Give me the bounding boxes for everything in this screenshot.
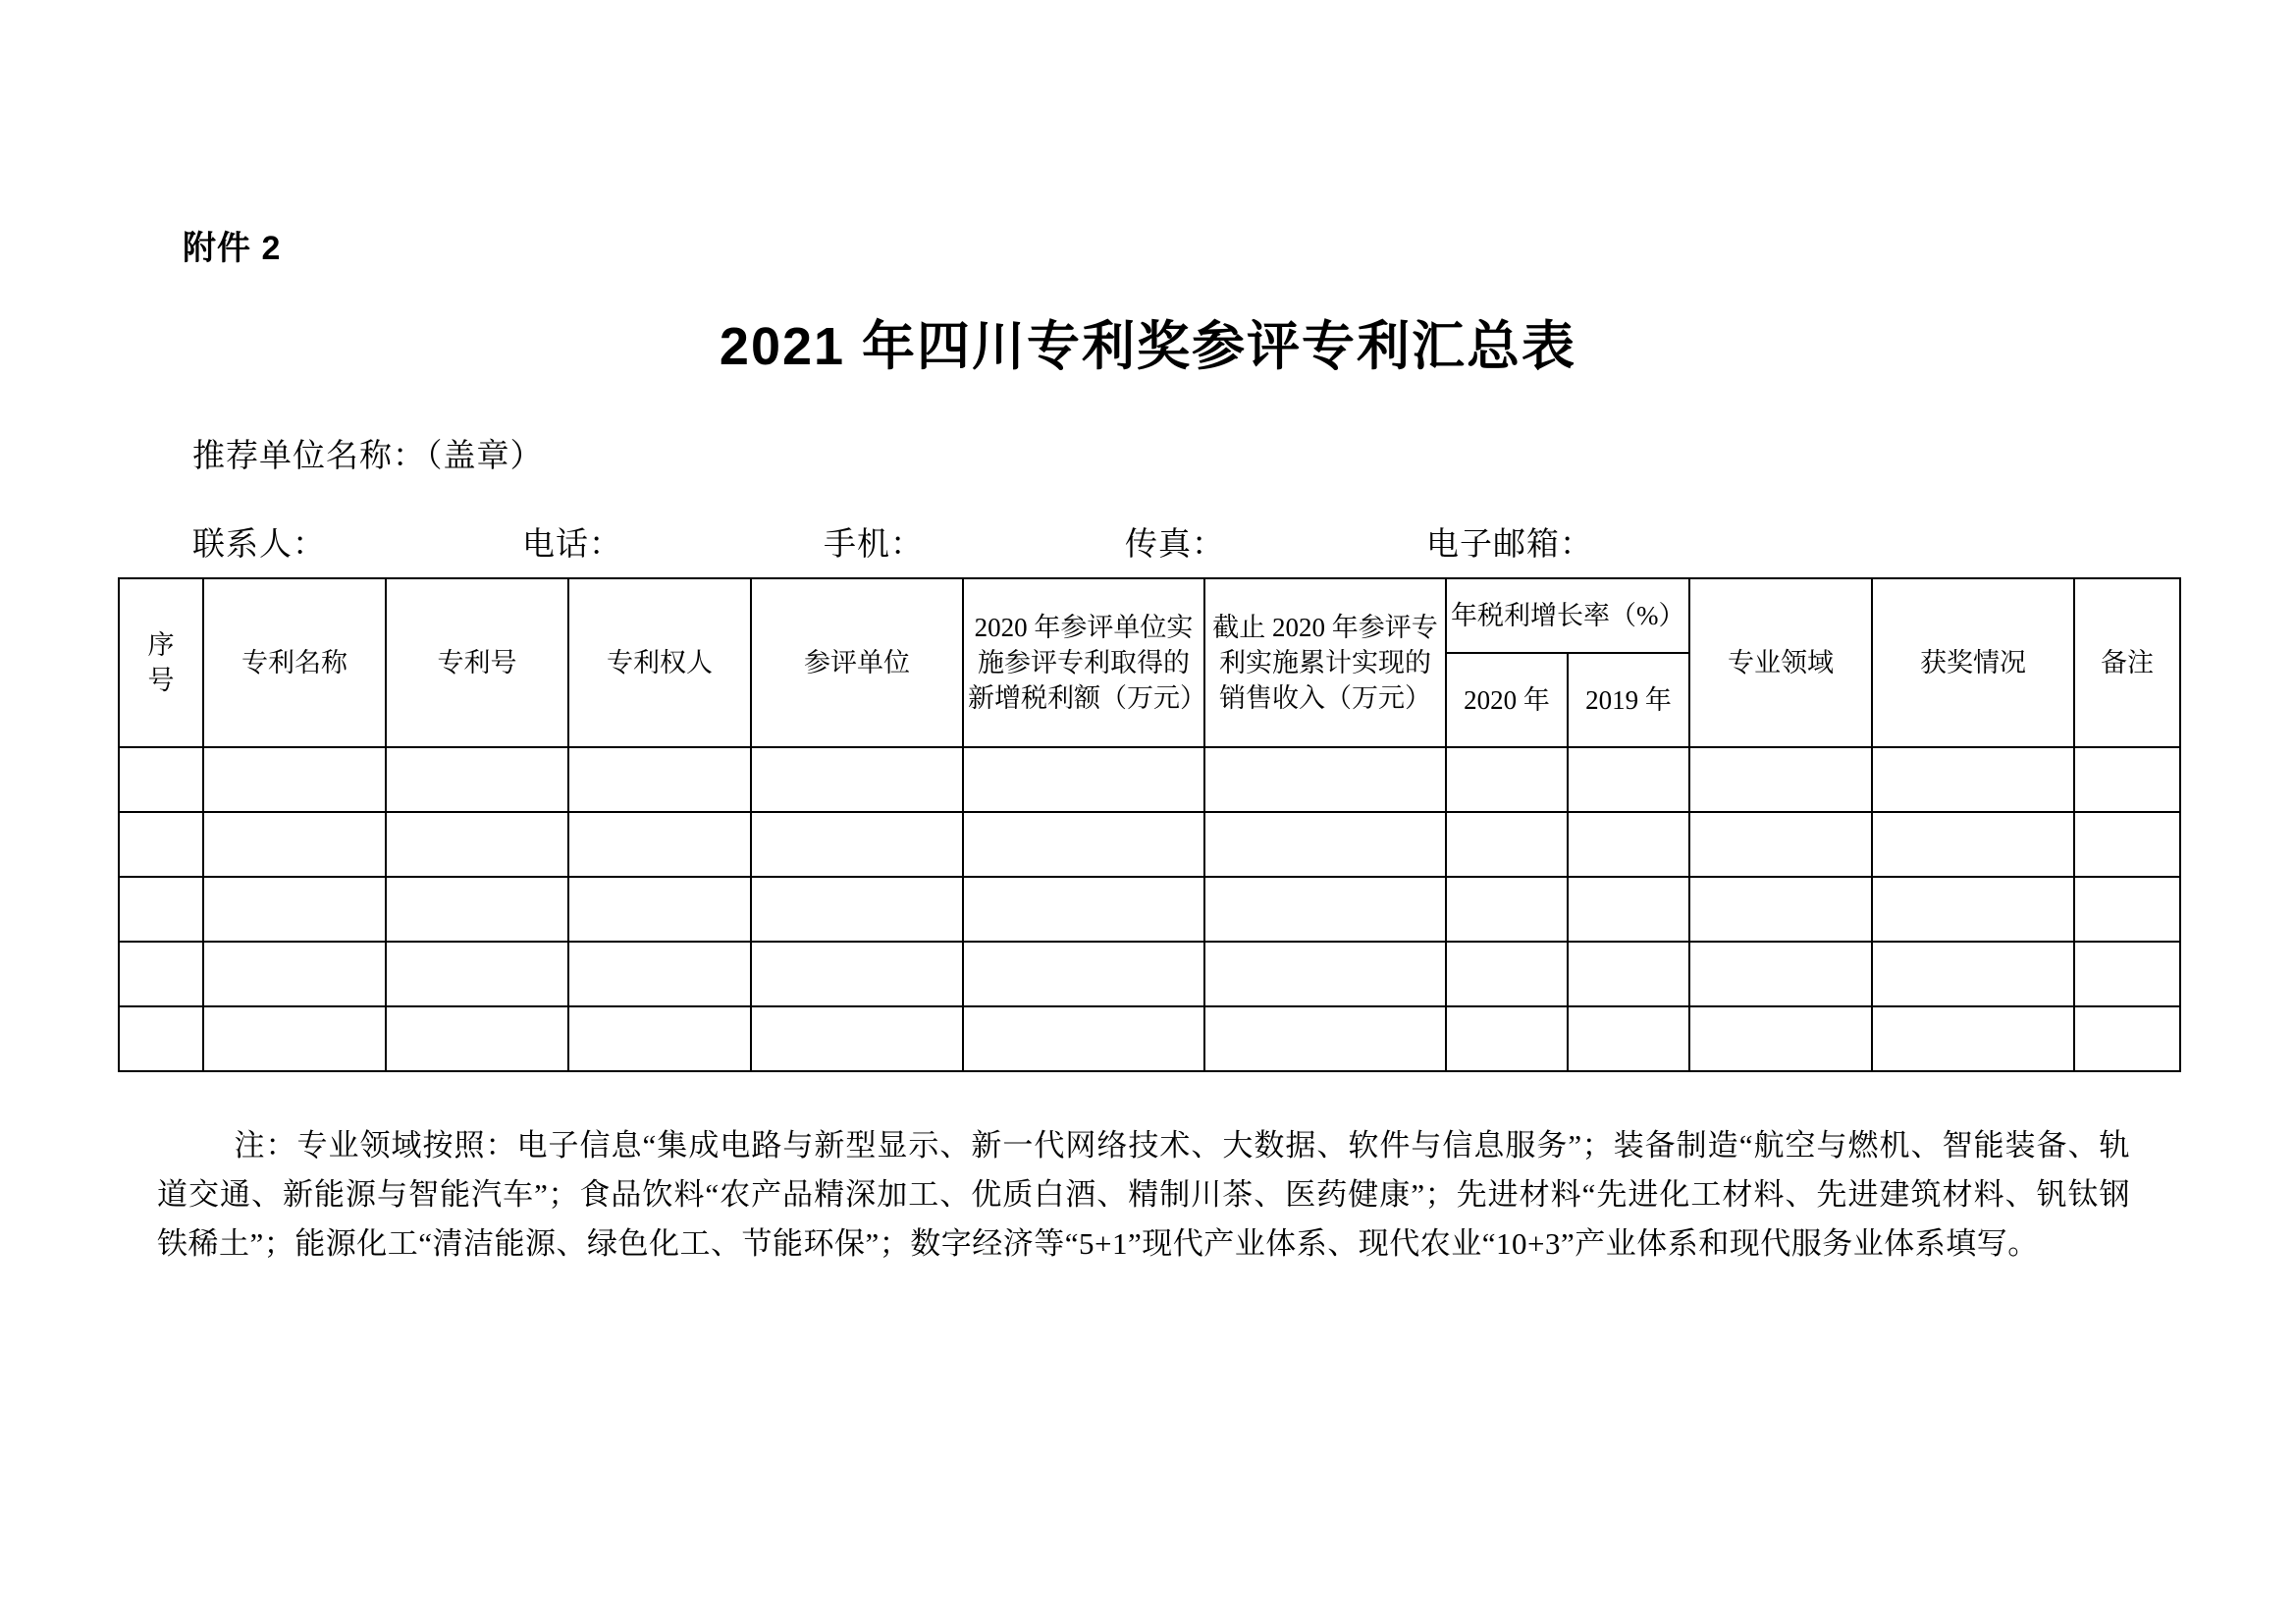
table-row [119, 877, 2180, 942]
cell-rate-2019[interactable] [1568, 747, 1689, 812]
cell-unit[interactable] [751, 747, 963, 812]
cell-rate-2020[interactable] [1446, 877, 1568, 942]
footnote-text: 注：专业领域按照：电子信息“集成电路与新型显示、新一代网络技术、大数据、软件与信息服务”；装备制造“航空与燃机、智能装备、轨道交通、新能源与智能汽车”；食品饮料“农产品精深加工、优质白酒、精制川茶、医药健康”；先进材料“先进化工材料、先进建筑材料、钒钛钢铁稀土”；能源化工“清洁能源、绿色化工、节能环保”；数字经济等“5+1”现代产业体系、现代农业“10+3”产业体系和现代服务业体系填写。 [157, 1128, 2130, 1262]
cell-patent-no[interactable] [386, 877, 568, 942]
cell-remark[interactable] [2074, 942, 2180, 1006]
cell-awards[interactable] [1872, 1006, 2074, 1071]
cell-rate-2019[interactable] [1568, 1006, 1689, 1071]
cell-unit[interactable] [751, 812, 963, 877]
cell-unit[interactable] [751, 1006, 963, 1071]
header-patent-no: 专利号 [386, 578, 568, 747]
header-new-tax: 2020 年参评单位实施参评专利取得的新增税利额（万元） [963, 578, 1204, 747]
page-title: 2021 年四川专利奖参评专利汇总表 [719, 317, 1577, 376]
cell-patentee[interactable] [568, 812, 751, 877]
cell-patent-name[interactable] [203, 877, 386, 942]
cell-remark[interactable] [2074, 877, 2180, 942]
cell-remark[interactable] [2074, 812, 2180, 877]
contact-label: 联系人： [192, 527, 326, 563]
cell-seq[interactable] [119, 1006, 203, 1071]
header-seq-line2: 号 [147, 666, 175, 695]
cell-awards[interactable] [1872, 942, 2074, 1006]
cell-field[interactable] [1689, 1006, 1872, 1071]
header-awards: 获奖情况 [1872, 578, 2074, 747]
cell-patentee[interactable] [568, 747, 751, 812]
cell-cumulative-sales[interactable] [1204, 1006, 1446, 1071]
cell-patent-no[interactable] [386, 747, 568, 812]
header-seq-line1: 序 [147, 629, 175, 660]
contact-info-line [192, 518, 1881, 565]
cell-unit[interactable] [751, 877, 963, 942]
header-cumulative-sales: 截止 2020 年参评专利实施累计实现的销售收入（万元） [1204, 578, 1446, 747]
cell-seq[interactable] [119, 747, 203, 812]
cell-awards[interactable] [1872, 812, 2074, 877]
cell-patent-name[interactable] [203, 1006, 386, 1071]
cell-cumulative-sales[interactable] [1204, 942, 1446, 1006]
cell-new-tax[interactable] [963, 1006, 1204, 1071]
table-row [119, 1006, 2180, 1071]
cell-seq[interactable] [119, 942, 203, 1006]
table-row [119, 942, 2180, 1006]
header-seq [119, 578, 203, 747]
cell-patentee[interactable] [568, 877, 751, 942]
cell-patent-no[interactable] [386, 1006, 568, 1071]
cell-rate-2019[interactable] [1568, 812, 1689, 877]
recommend-unit-line: 推荐单位名称：（盖章） [192, 439, 544, 474]
cell-cumulative-sales[interactable] [1204, 877, 1446, 942]
cell-cumulative-sales[interactable] [1204, 812, 1446, 877]
attachment-label: 附件 2 [183, 230, 282, 267]
cell-new-tax[interactable] [963, 942, 1204, 1006]
header-remark: 备注 [2074, 578, 2180, 747]
cell-remark[interactable] [2074, 747, 2180, 812]
cell-patentee[interactable] [568, 1006, 751, 1071]
cell-patent-name[interactable] [203, 942, 386, 1006]
cell-field[interactable] [1689, 942, 1872, 1006]
cell-unit[interactable] [751, 942, 963, 1006]
cell-field[interactable] [1689, 747, 1872, 812]
cell-rate-2019[interactable] [1568, 942, 1689, 1006]
fax-label: 传真： [1125, 527, 1225, 563]
header-rate-title: 年税利增长率（%） [1446, 578, 1689, 653]
cell-field[interactable] [1689, 812, 1872, 877]
table-header-row [119, 578, 2180, 653]
header-unit: 参评单位 [751, 578, 963, 747]
cell-awards[interactable] [1872, 747, 2074, 812]
email-label: 电子邮箱： [1426, 527, 1593, 563]
footnote [157, 1121, 2130, 1270]
header-rate-2020: 2020 年 [1446, 653, 1568, 747]
cell-cumulative-sales[interactable] [1204, 747, 1446, 812]
table-row [119, 747, 2180, 812]
cell-seq[interactable] [119, 877, 203, 942]
header-rate-2019: 2019 年 [1568, 653, 1689, 747]
cell-new-tax[interactable] [963, 877, 1204, 942]
cell-patentee[interactable] [568, 942, 751, 1006]
cell-new-tax[interactable] [963, 812, 1204, 877]
phone-label: 电话： [522, 527, 622, 563]
cell-patent-no[interactable] [386, 812, 568, 877]
cell-rate-2020[interactable] [1446, 1006, 1568, 1071]
cell-field[interactable] [1689, 877, 1872, 942]
cell-patent-name[interactable] [203, 812, 386, 877]
cell-rate-2020[interactable] [1446, 942, 1568, 1006]
cell-seq[interactable] [119, 812, 203, 877]
cell-remark[interactable] [2074, 1006, 2180, 1071]
header-field: 专业领域 [1689, 578, 1872, 747]
table-row [119, 812, 2180, 877]
header-patentee: 专利权人 [568, 578, 751, 747]
header-patent-name: 专利名称 [203, 578, 386, 747]
cell-rate-2019[interactable] [1568, 877, 1689, 942]
mobile-label: 手机： [824, 527, 924, 563]
cell-rate-2020[interactable] [1446, 747, 1568, 812]
cell-patent-no[interactable] [386, 942, 568, 1006]
cell-patent-name[interactable] [203, 747, 386, 812]
patent-summary-table [118, 577, 2181, 1072]
cell-rate-2020[interactable] [1446, 812, 1568, 877]
cell-awards[interactable] [1872, 877, 2074, 942]
cell-new-tax[interactable] [963, 747, 1204, 812]
